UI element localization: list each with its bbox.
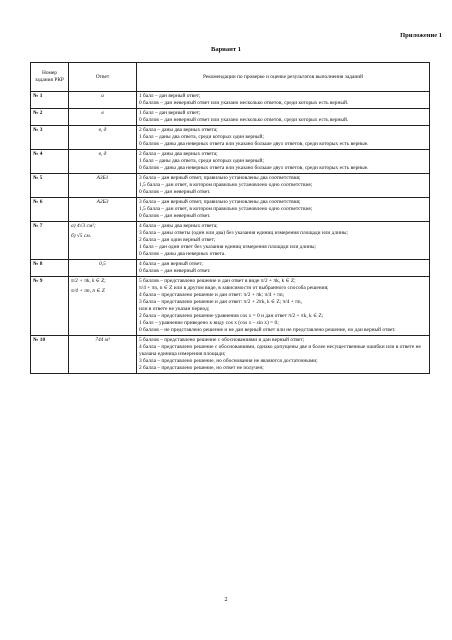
recommendation-line: 2 балла – даны два верных ответа; xyxy=(139,151,218,157)
task-number-cell: № 8 xyxy=(31,260,69,277)
variant-title: Вариант 1 xyxy=(210,46,241,53)
recommendation-line: 4 балла – дан верный ответ; xyxy=(139,261,203,267)
recommendation-line: или в ответе не указан период; xyxy=(139,306,210,312)
recommendation-line: 0 баллов – дан неверный ответ. xyxy=(139,189,211,195)
answer-cell: 744 м³ xyxy=(69,336,137,374)
recommendation-line: 2 балла – дан один верный ответ; xyxy=(139,237,216,243)
recommendation-line: 0 баллов – дан неверный ответ или указано несколько ответов, среди которых есть верный. xyxy=(139,117,349,123)
table-row xyxy=(31,260,430,277)
answer-cell: в, д xyxy=(69,150,137,174)
task-number-cell: № 6 xyxy=(31,198,69,222)
answer-cell: 0,5 xyxy=(69,260,137,277)
recommendation-cell xyxy=(137,336,430,374)
recommendation-line: 1 балл – дан один ответ без указания единиц измерения площади или длины; xyxy=(139,244,317,250)
table-row xyxy=(31,126,430,150)
recommendation-line: 3 балла – даны ответы (один или два) без указания единиц измерения площади или длины; xyxy=(139,230,348,236)
recommendation-cell xyxy=(137,222,430,260)
task-number-cell: № 5 xyxy=(31,174,69,198)
answer-cell: в xyxy=(69,109,137,126)
header-recommendations: Рекомендации по проверке и оценке результатов выполнения заданий xyxy=(137,63,430,92)
answer-line: π/4 + πn, n ∈ Z xyxy=(71,288,105,294)
recommendation-cell xyxy=(137,260,430,277)
recommendation-line: 0 баллов – не представлено решение и не дан верный ответ или не представлено решение, но дан верный ответ. xyxy=(139,327,396,333)
recommendation-line: 1 балл – даны два ответа, среди которых один верный; xyxy=(139,134,264,140)
answer-cell: А3Б1 xyxy=(69,174,137,198)
table-row xyxy=(31,336,430,374)
table-row xyxy=(31,222,430,260)
task-number-cell: № 4 xyxy=(31,150,69,174)
recommendation-line: 1,5 балла – дан ответ, в котором правильно установлено одно соответствие; xyxy=(139,182,313,188)
recommendation-line: 1 балл – дан верный ответ; xyxy=(139,93,201,99)
recommendation-line: 1,5 балла – дан ответ, в котором правильно установлено одно соответствие; xyxy=(139,206,313,212)
recommendation-line: 4 балла – даны два верных ответа; xyxy=(139,223,218,229)
recommendation-line: 0 баллов – даны два неверных ответа. xyxy=(139,251,226,257)
answer-cell: а xyxy=(69,92,137,109)
recommendation-line: 0 баллов – дан неверный ответ. xyxy=(139,213,211,219)
recommendation-cell xyxy=(137,126,430,150)
table-row xyxy=(31,174,430,198)
task-number-cell: № 9 xyxy=(31,277,69,336)
recommendation-line: 4 балла – представлено решение и дан ответ: π/2 + πk; π/4 + πn; xyxy=(139,292,285,298)
answer-cell: в, д xyxy=(69,126,137,150)
task-number-cell: № 3 xyxy=(31,126,69,150)
recommendation-line: 4 балла – представлено решение с обоснованиями, однако допущены две и более несущественные ошибки или в ответе не указана единица измерения площади; xyxy=(139,344,421,357)
recommendation-line: 2 балла – представлено решение, но ответ не получен; xyxy=(139,365,264,371)
task-number-cell: № 7 xyxy=(31,222,69,260)
recommendation-line: 0 баллов – дан неверный ответ. xyxy=(139,268,211,274)
table-row xyxy=(31,150,430,174)
recommendation-line: 5 баллов – представлено решение с обоснованиями и дан верный ответ; xyxy=(139,337,305,343)
task-number-cell: № 10 xyxy=(31,336,69,374)
recommendation-line: π/4 + πn, n ∈ Z или в другом виде, в зависимости от выбранного способа решения; xyxy=(139,285,329,291)
table-row xyxy=(31,109,430,126)
answer-line: а) 4√3 см²; xyxy=(71,223,96,229)
answer-line: б) √5 см. xyxy=(71,233,92,239)
recommendation-line: 5 баллов – представлено решение и дан ответ в виде π/2 + πk, k ∈ Z; xyxy=(139,278,296,284)
recommendation-line: 0 баллов – даны два неверных ответа или указано больше двух ответов, среди которых есть верные. xyxy=(139,141,369,147)
table-header-row xyxy=(31,63,430,92)
recommendation-line: 3 балла – дан верный ответ, правильно установлены два соответствия; xyxy=(139,199,301,205)
recommendation-line: 0 баллов – даны два неверных ответа или указано больше двух ответов, среди которых есть верные. xyxy=(139,165,369,171)
page-number: 2 xyxy=(224,597,228,603)
task-number-cell: № 1 xyxy=(31,92,69,109)
answer-cell xyxy=(69,222,137,260)
answer-cell: А2Б3 xyxy=(69,198,137,222)
table-row xyxy=(31,198,430,222)
appendix-label: Приложение 1 xyxy=(400,32,442,39)
recommendation-line: 1 балл – даны два ответа, среди которых один верный; xyxy=(139,158,264,164)
recommendation-cell xyxy=(137,92,430,109)
recommendation-cell xyxy=(137,150,430,174)
recommendation-line: 3 балла – представлено решение и дан ответ: π/2 + 2πk, k ∈ Z; π/4 + πn, xyxy=(139,299,302,305)
table-row xyxy=(31,92,430,109)
recommendation-line: 3 балла – представлено решение, но обоснования не являются достаточными; xyxy=(139,358,318,364)
header-answer: Ответ xyxy=(69,63,137,92)
recommendation-cell xyxy=(137,277,430,336)
table-row xyxy=(31,277,430,336)
header-task-number: Номер задания РКР xyxy=(31,63,69,92)
recommendation-cell xyxy=(137,198,430,222)
grading-table xyxy=(30,62,430,374)
recommendation-line: 1 балл – уравнение приведено к виду cos x (cos x – sin x) = 0; xyxy=(139,320,279,326)
task-number-cell: № 2 xyxy=(31,109,69,126)
recommendation-line: 2 балла – представлено решение уравнения cos x = 0 и дан ответ π/2 + πk, k ∈ Z; xyxy=(139,313,324,319)
recommendation-line: 0 баллов – дан неверный ответ или указано несколько ответов, среди которых есть верный. xyxy=(139,100,349,106)
recommendation-line: 3 балла – дан верный ответ, правильно установлены два соответствия; xyxy=(139,175,301,181)
recommendation-line: 1 балл – дан верный ответ; xyxy=(139,110,201,116)
recommendation-cell xyxy=(137,109,430,126)
answer-cell xyxy=(69,277,137,336)
recommendation-line: 2 балла – даны два верных ответа; xyxy=(139,127,218,133)
recommendation-cell xyxy=(137,174,430,198)
answer-line: π/2 + πk, k ∈ Z; xyxy=(71,278,106,284)
